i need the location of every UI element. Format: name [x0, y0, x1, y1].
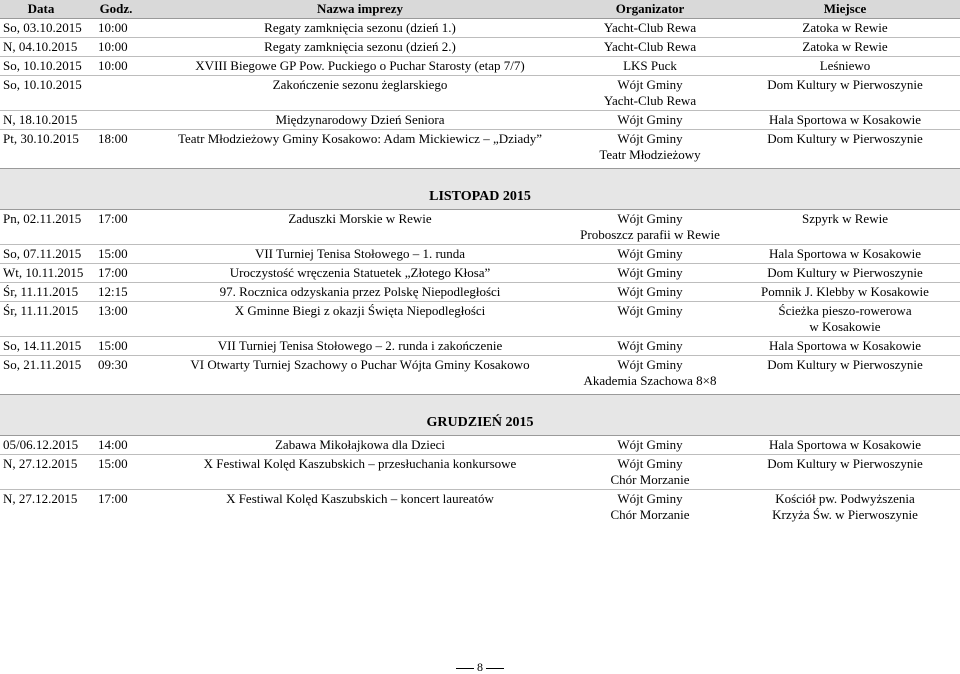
month-heading-november: LISTOPAD 2015 — [0, 169, 960, 210]
event-organizer-line: Wójt Gminy — [617, 265, 683, 280]
event-place-line: Hala Sportowa w Kosakowie — [769, 338, 921, 353]
event-name: Zaduszki Morskie w Rewie — [150, 210, 570, 245]
event-date: N, 27.12.2015 — [0, 490, 82, 525]
event-organizer — [570, 264, 730, 283]
event-place — [730, 283, 960, 302]
event-place — [730, 76, 960, 111]
event-time: 13:00 — [82, 302, 150, 337]
event-organizer — [570, 111, 730, 130]
event-date: Wt, 10.11.2015 — [0, 264, 82, 283]
table-row — [0, 264, 960, 283]
header-date: Data — [0, 0, 82, 19]
table-row — [0, 455, 960, 490]
event-organizer-line: Wójt Gminy — [617, 131, 683, 146]
event-place-line: Hala Sportowa w Kosakowie — [769, 112, 921, 127]
event-name: VI Otwarty Turniej Szachowy o Puchar Wójta Gminy Kosakowo — [150, 356, 570, 391]
event-organizer-line: Wójt Gminy — [617, 112, 683, 127]
event-date: N, 04.10.2015 — [0, 38, 82, 57]
event-organizer-line: Teatr Młodzieżowy — [599, 147, 701, 162]
november-section — [0, 164, 960, 210]
event-place — [730, 264, 960, 283]
event-date: Pt, 30.10.2015 — [0, 130, 82, 165]
event-name: 97. Rocznica odzyskania przez Polskę Niepodległości — [150, 283, 570, 302]
event-date: So, 14.11.2015 — [0, 337, 82, 356]
event-time: 09:30 — [82, 356, 150, 391]
event-date: So, 03.10.2015 — [0, 19, 82, 38]
event-time — [82, 111, 150, 130]
event-name: XVIII Biegowe GP Pow. Puckiego o Puchar Starosty (etap 7/7) — [150, 57, 570, 76]
footer-dash-left — [456, 668, 474, 669]
event-place — [730, 210, 960, 245]
table-row — [0, 245, 960, 264]
header-name: Nazwa imprezy — [150, 0, 570, 19]
event-time — [82, 76, 150, 111]
event-time: 17:00 — [82, 490, 150, 525]
event-date: So, 07.11.2015 — [0, 245, 82, 264]
event-date: Pn, 02.11.2015 — [0, 210, 82, 245]
event-name: VII Turniej Tenisa Stołowego – 2. runda i zakończenie — [150, 337, 570, 356]
event-date: 05/06.12.2015 — [0, 436, 82, 455]
event-organizer-line: Wójt Gminy — [617, 338, 683, 353]
event-organizer — [570, 38, 730, 57]
event-place — [730, 302, 960, 337]
event-place-line: w Kosakowie — [809, 319, 881, 334]
event-name: X Festiwal Kolęd Kaszubskich – przesłuchania konkursowe — [150, 455, 570, 490]
event-name: Regaty zamknięcia sezonu (dzień 2.) — [150, 38, 570, 57]
event-place-line: Ścieżka pieszo-rowerowa — [778, 303, 912, 318]
event-organizer-line: Wójt Gminy — [617, 211, 683, 226]
event-time: 15:00 — [82, 245, 150, 264]
header-time: Godz. — [82, 0, 150, 19]
event-organizer-line: Wójt Gminy — [617, 437, 683, 452]
event-organizer — [570, 337, 730, 356]
event-organizer-line: Wójt Gminy — [617, 491, 683, 506]
event-place-line: Dom Kultury w Pierwoszynie — [767, 456, 923, 471]
event-date: N, 18.10.2015 — [0, 111, 82, 130]
event-organizer-line: LKS Puck — [623, 58, 677, 73]
event-organizer — [570, 356, 730, 391]
event-place — [730, 38, 960, 57]
table-row — [0, 57, 960, 76]
event-organizer — [570, 130, 730, 165]
table-row — [0, 210, 960, 245]
event-place-line: Pomnik J. Klebby w Kosakowie — [761, 284, 929, 299]
event-time: 15:00 — [82, 337, 150, 356]
event-name: Zakończenie sezonu żeglarskiego — [150, 76, 570, 111]
event-time: 17:00 — [82, 210, 150, 245]
event-place-line: Dom Kultury w Pierwoszynie — [767, 357, 923, 372]
table-row — [0, 436, 960, 455]
event-place — [730, 57, 960, 76]
event-organizer — [570, 245, 730, 264]
table-row — [0, 19, 960, 38]
event-date: Śr, 11.11.2015 — [0, 283, 82, 302]
event-place — [730, 356, 960, 391]
event-time: 15:00 — [82, 455, 150, 490]
event-place — [730, 130, 960, 165]
event-organizer-line: Chór Morzanie — [610, 472, 690, 487]
event-name: Międzynarodowy Dzień Seniora — [150, 111, 570, 130]
event-date: Śr, 11.11.2015 — [0, 302, 82, 337]
event-organizer — [570, 19, 730, 38]
table-row — [0, 490, 960, 525]
table-row — [0, 302, 960, 337]
event-organizer-line: Wójt Gminy — [617, 246, 683, 261]
event-place-line: Kościół pw. Podwyższenia — [775, 491, 915, 506]
table-row — [0, 283, 960, 302]
event-organizer-line: Wójt Gminy — [617, 357, 683, 372]
event-name: Regaty zamknięcia sezonu (dzień 1.) — [150, 19, 570, 38]
table-header — [0, 0, 960, 19]
event-name: X Gminne Biegi z okazji Święta Niepodległości — [150, 302, 570, 337]
event-organizer-line: Akademia Szachowa 8×8 — [583, 373, 717, 388]
event-organizer — [570, 490, 730, 525]
event-time: 12:15 — [82, 283, 150, 302]
event-place-line: Dom Kultury w Pierwoszynie — [767, 77, 923, 92]
event-place — [730, 455, 960, 490]
header-place: Miejsce — [730, 0, 960, 19]
event-organizer — [570, 76, 730, 111]
footer-dash-right — [486, 668, 504, 669]
event-time: 10:00 — [82, 38, 150, 57]
event-organizer-line: Yacht-Club Rewa — [603, 39, 697, 54]
december-section — [0, 390, 960, 436]
december-events — [0, 436, 960, 525]
month-heading-december: GRUDZIEŃ 2015 — [0, 395, 960, 436]
event-date: So, 21.11.2015 — [0, 356, 82, 391]
event-place — [730, 111, 960, 130]
event-organizer — [570, 302, 730, 337]
event-time: 17:00 — [82, 264, 150, 283]
table-row — [0, 76, 960, 111]
page-number: 8 — [477, 660, 483, 674]
event-place-line: Leśniewo — [819, 58, 871, 73]
header-organizer: Organizator — [570, 0, 730, 19]
event-place-line: Dom Kultury w Pierwoszynie — [767, 265, 923, 280]
event-time: 18:00 — [82, 130, 150, 165]
october-events — [0, 19, 960, 165]
event-organizer-line: Wójt Gminy — [617, 303, 683, 318]
event-time: 14:00 — [82, 436, 150, 455]
table-row — [0, 130, 960, 165]
event-date: So, 10.10.2015 — [0, 76, 82, 111]
event-organizer-line: Wójt Gminy — [617, 456, 683, 471]
event-place — [730, 490, 960, 525]
event-name: Zabawa Mikołajkowa dla Dzieci — [150, 436, 570, 455]
event-date: N, 27.12.2015 — [0, 455, 82, 490]
event-organizer — [570, 455, 730, 490]
event-time: 10:00 — [82, 57, 150, 76]
event-organizer-line: Yacht-Club Rewa — [603, 93, 697, 108]
event-organizer-line: Chór Morzanie — [610, 507, 690, 522]
event-place-line: Zatoka w Rewie — [802, 39, 888, 54]
event-organizer — [570, 210, 730, 245]
table-row — [0, 111, 960, 130]
event-place-line: Hala Sportowa w Kosakowie — [769, 437, 921, 452]
event-place-line: Zatoka w Rewie — [802, 20, 888, 35]
table-row — [0, 356, 960, 391]
event-date: So, 10.10.2015 — [0, 57, 82, 76]
event-organizer — [570, 283, 730, 302]
event-organizer-line: Proboszcz parafii w Rewie — [580, 227, 720, 242]
page-footer — [0, 661, 960, 673]
event-place — [730, 19, 960, 38]
event-name: X Festiwal Kolęd Kaszubskich – koncert laureatów — [150, 490, 570, 525]
event-place — [730, 245, 960, 264]
event-place-line: Hala Sportowa w Kosakowie — [769, 246, 921, 261]
event-name: Uroczystość wręczenia Statuetek „Złotego Kłosa” — [150, 264, 570, 283]
event-organizer-line: Wójt Gminy — [617, 284, 683, 299]
event-place-line: Krzyża Św. w Pierwoszynie — [772, 507, 918, 522]
event-place-line: Dom Kultury w Pierwoszynie — [767, 131, 923, 146]
event-organizer — [570, 436, 730, 455]
event-name: Teatr Młodzieżowy Gminy Kosakowo: Adam Mickiewicz – „Dziady” — [150, 130, 570, 165]
table-row — [0, 38, 960, 57]
event-organizer-line: Yacht-Club Rewa — [603, 20, 697, 35]
event-name: VII Turniej Tenisa Stołowego – 1. runda — [150, 245, 570, 264]
event-place — [730, 436, 960, 455]
event-place-line: Szpyrk w Rewie — [802, 211, 888, 226]
event-place — [730, 337, 960, 356]
event-organizer-line: Wójt Gminy — [617, 77, 683, 92]
event-time: 10:00 — [82, 19, 150, 38]
november-events — [0, 210, 960, 391]
event-organizer — [570, 57, 730, 76]
table-row — [0, 337, 960, 356]
